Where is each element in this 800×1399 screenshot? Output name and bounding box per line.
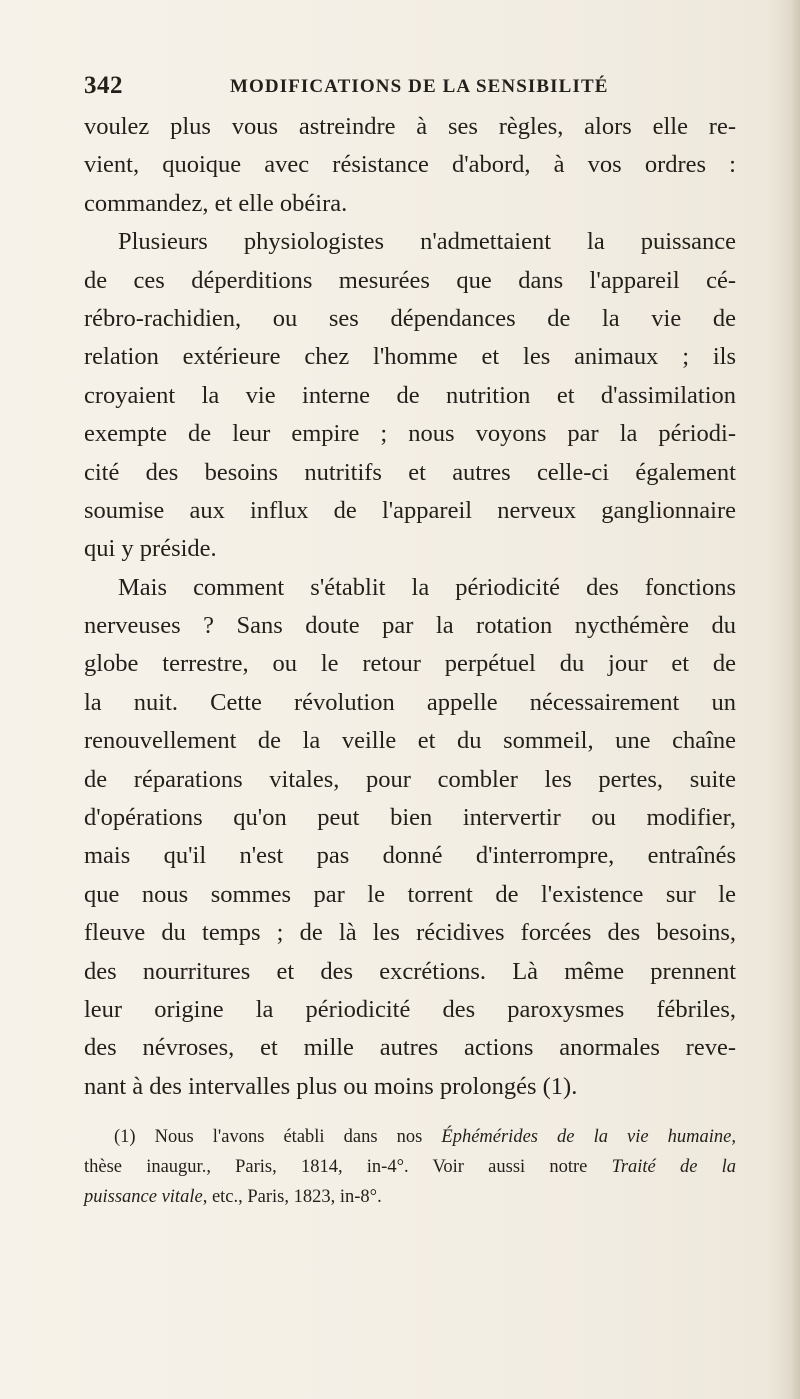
text-line: exempte de leur empire ; nous voyons par la périodi- <box>84 420 736 448</box>
page-edge <box>790 0 800 1399</box>
text-line: qui y préside. <box>84 535 217 563</box>
text-line: des nourritures et des excrétions. Là même prennent <box>84 957 736 985</box>
text-line: renouvellement de la veille et du sommeil, une chaîne <box>84 727 736 755</box>
body-text <box>84 108 736 1106</box>
text-line: soumise aux influx de l'appareil nerveux ganglionnaire <box>84 496 736 524</box>
text-line: leur origine la périodicité des paroxysmes fébriles, <box>84 995 736 1023</box>
text-line: Plusieurs physiologistes n'admettaient la puissance <box>118 228 736 256</box>
footnote-line <box>84 1182 736 1212</box>
text-line: voulez plus vous astreindre à ses règles, alors elle re- <box>84 113 736 140</box>
footnote-text: (1) Nous l'avons établi dans nos <box>114 1127 442 1147</box>
running-title: MODIFICATIONS DE LA SENSIBILITÉ <box>230 76 609 97</box>
text-line: croyaient la vie interne de nutrition et d'assimilation <box>84 381 736 409</box>
footnote-italic-title: puissance vitale <box>84 1187 203 1207</box>
footnote-line <box>84 1122 736 1152</box>
text-line: rébro-rachidien, ou ses dépendances de la vie de <box>84 304 736 332</box>
footnote-text: thèse inaugur., Paris, 1814, in-4°. Voir aussi notre <box>84 1157 612 1177</box>
footnote-italic-title: Traité de la <box>611 1157 737 1177</box>
text-line: relation extérieure chez l'homme et les animaux ; ils <box>84 343 736 371</box>
text-line: de réparations vitales, pour combler les pertes, suite <box>84 765 736 793</box>
footnote-italic-title: Éphémérides de la vie humaine, <box>441 1127 736 1147</box>
page-number: 342 <box>84 72 123 99</box>
text-line: cité des besoins nutritifs et autres celle-ci également <box>84 458 736 486</box>
footnote-line <box>84 1152 736 1182</box>
text-line: globe terrestre, ou le retour perpétuel du jour et de <box>84 650 736 678</box>
text-line: nant à des intervalles plus ou moins prolongés (1). <box>84 1072 578 1100</box>
text-line: vient, quoique avec résistance d'abord, à vos ordres : <box>84 151 736 179</box>
text-line: Mais comment s'établit la périodicité des fonctions <box>118 573 736 601</box>
text-line: fleuve du temps ; de là les récidives forcées des besoins, <box>84 919 736 947</box>
text-line: nerveuses ? Sans doute par la rotation nycthémère du <box>84 612 736 640</box>
footnote-text: , etc., Paris, 1823, in-8°. <box>202 1187 382 1207</box>
text-line: commandez, et elle obéira. <box>84 189 348 217</box>
text-line: de ces déperditions mesurées que dans l'appareil cé- <box>84 266 736 294</box>
text-line: d'opérations qu'on peut bien intervertir ou modifier, <box>84 804 736 832</box>
text-line: mais qu'il n'est pas donné d'interrompre, entraînés <box>84 842 736 870</box>
text-line: que nous sommes par le torrent de l'existence sur le <box>84 880 736 908</box>
running-head <box>84 72 746 106</box>
text-line: la nuit. Cette révolution appelle nécessairement un <box>84 688 736 716</box>
text-line: des névroses, et mille autres actions anormales reve- <box>84 1034 736 1062</box>
footnote <box>84 1122 736 1212</box>
